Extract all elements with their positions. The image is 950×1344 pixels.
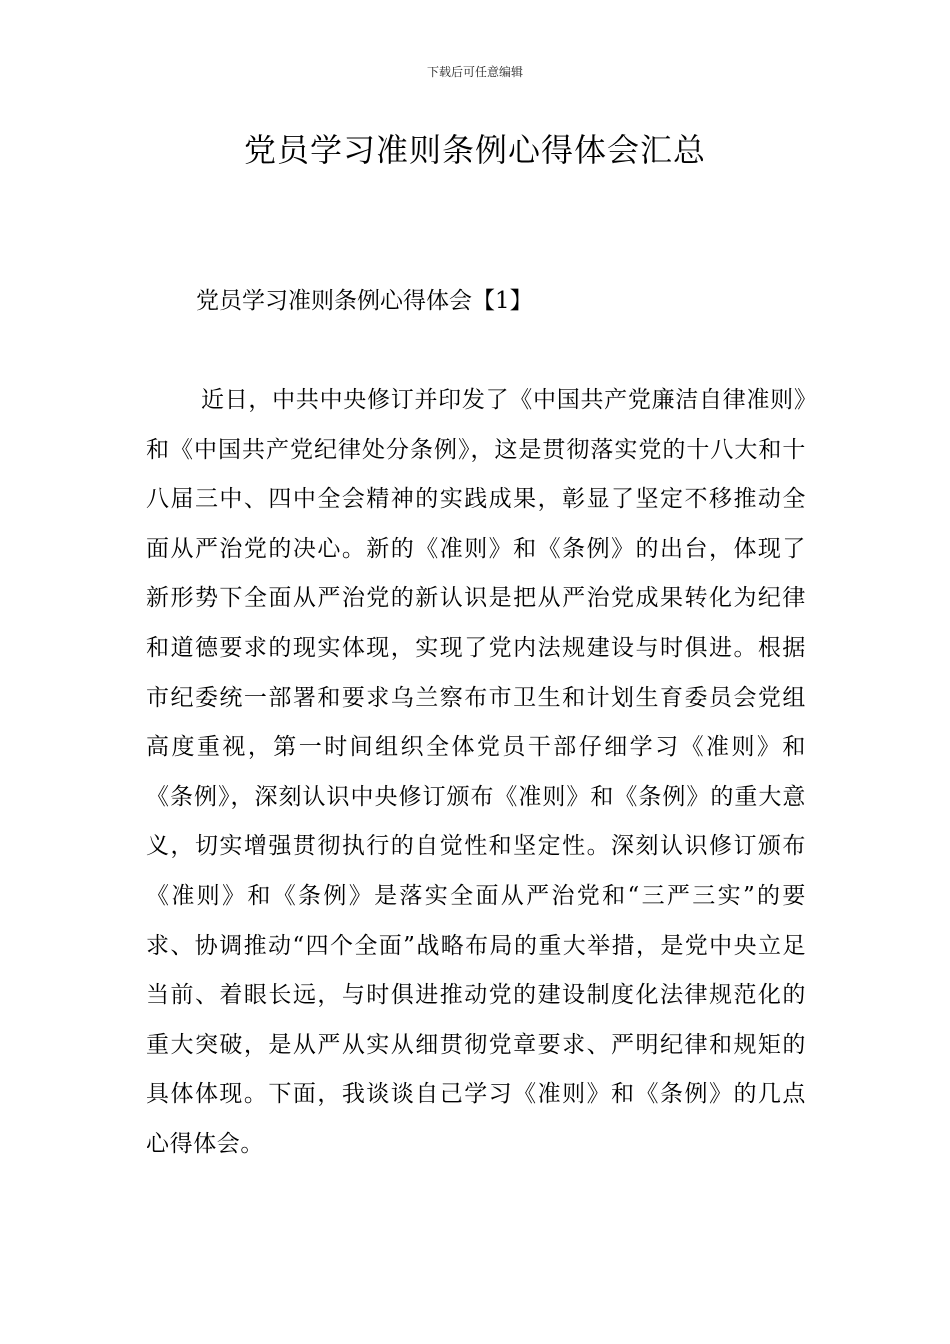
- section-heading: 党员学习准则条例心得体会【1】: [196, 288, 533, 314]
- body-paragraph: 近日，中共中央修订并印发了《中国共产党廉洁自律准则》和《中国共产党纪律处分条例》，这是贯彻落实党的十八大和十八届三中、四中全会精神的实践成果，彰显了坚定不移推动全面从严治党的决心。新的《准则》和《条例》的出台，体现了新形势下全面从严治党的新认识是把从严治党成果转化为纪律和道德要求的现实体现，实现了党内法规建设与时俱进。根据市纪委统一部署和要求乌兰察布市卫生和计划生育委员会党组高度重视，第一时间组织全体党员干部仔细学习《准则》和《条例》，深刻认识中央修订颁布《准则》和《条例》的重大意义，切实增强贯彻执行的自觉性和坚定性。深刻认识修订颁布《准则》和《条例》是落实全面从严治党和“三严三实”的要求、协调推动“四个全面”战略布局的重大举措，是党中央立足当前、着眼长远，与时俱进推动党的建设制度化法律规范化的重大突破，是从严从实从细贯彻党章要求、严明纪律和规矩的具体体现。下面，我谈谈自己学习《准则》和《条例》的几点心得体会。: [146, 387, 806, 1157]
- header-note: 下载后可任意编辑: [426, 65, 523, 79]
- document-title: 党员学习准则条例心得体会汇总: [243, 131, 706, 169]
